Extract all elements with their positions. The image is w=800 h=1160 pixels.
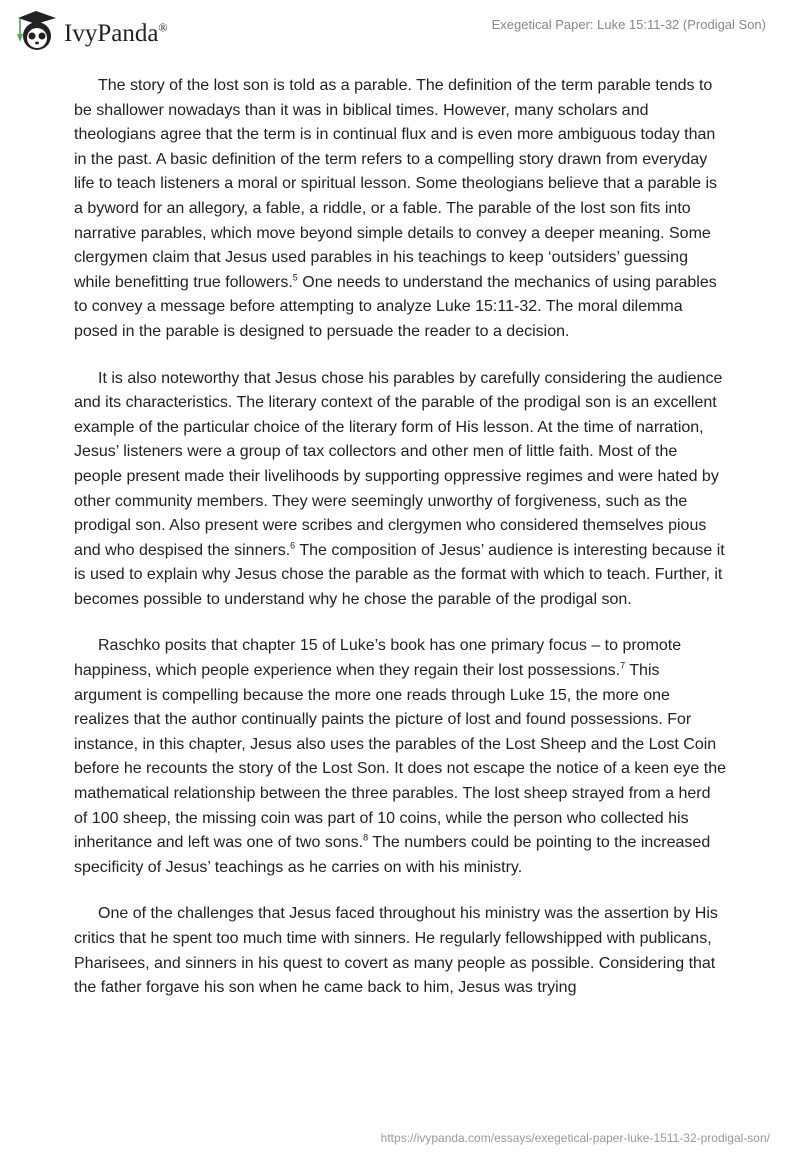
source-url[interactable]: https://ivypanda.com/essays/exegetical-paper-luke-1511-32-prodigal-son/ — [380, 1131, 770, 1145]
paragraph-text: It is also noteworthy that Jesus chose his parables by carefully considering the audience and its characteristics. The literary context of the parable of the prodigal son is an excellent example of the particular choice of the literary form of His lesson. At the time of narration, Jesus’ listeners were a group of tax collectors and other men of little faith. Most of the people present made their livelihoods by supporting oppressive regimes and were hated by other community members. They were seemingly unworthy of forgiveness, such as the prodigal son. Also present were scribes and clergymen who considered themselves pious and who despised the sinners. — [74, 369, 723, 559]
document-title: Exegetical Paper: Luke 15:11-32 (Prodigal Son) — [491, 17, 766, 32]
ivypanda-logo[interactable] — [12, 8, 168, 52]
paragraph-text: This argument is compelling because the more one reads through Luke 15, the more one realizes that the author continually paints the picture of lost and found possessions. For instance, in this chapter, Jesus also uses the parables of the Lost Sheep and the Lost Coin before he recounts the story of the Lost Son. It does not escape the notice of a keen eye the mathematical relationship between the three parables. The lost sheep strayed from a herd of 100 sheep, the missing coin was part of 10 coins, while the person who collected his inheritance and left was one of two sons. — [74, 662, 726, 852]
paragraph-text: One of the challenges that Jesus faced throughout his ministry was the assertion by His critics that he spent too much time with sinners. He regularly fellowshipped with publicans, Pharisees, and sinners in his quest to covert as many people as possible. Considering that the father forgave his son when he came back to him, Jesus was trying — [74, 905, 718, 997]
paragraph-text: Raschko posits that chapter 15 of Luke’s book has one primary focus – to promote happiness, which people experience when they regain their lost possessions. — [74, 637, 682, 680]
footnote-ref: 5 — [292, 272, 298, 283]
registered-mark: ® — [158, 20, 168, 35]
panda-graduate-icon — [12, 8, 60, 52]
paragraph-text: The numbers could be pointing to the increased specificity of Jesus’ teachings as he carries on with his ministry. — [74, 834, 711, 876]
logo-text: IvyPanda — [64, 20, 159, 47]
paragraph — [74, 74, 728, 345]
footnote-ref: 7 — [620, 660, 626, 671]
footnote-ref: 8 — [363, 832, 369, 843]
essay-body — [74, 74, 728, 1023]
paragraph — [74, 634, 728, 880]
paragraph-text: One needs to understand the mechanics of using parables to convey a message before attempting to analyze Luke 15:11-32. The moral dilemma posed in the parable is designed to persuade the reader to a decision. — [74, 273, 717, 340]
footnote-ref: 6 — [290, 540, 296, 551]
paragraph — [74, 367, 728, 613]
paragraph-text: The story of the lost son is told as a parable. The definition of the term parable tends to be shallower nowadays than it was in biblical times. However, many scholars and theologians agree that the term is in continual flux and is even more ambiguous today than in the past. A basic definition of the term refers to a compelling story drawn from everyday life to teach listeners a moral or spiritual lesson. Some theologians believe that a parable is a byword for an allegory, a fable, a riddle, or a fable. The parable of the lost son fits into narrative parables, which move beyond simple details to convey a deeper meaning. Some clergymen claim that Jesus used parables in his teachings to keep ‘outsiders’ guessing while benefitting true followers. — [74, 77, 718, 291]
paragraph-text: The composition of Jesus’ audience is interesting because it is used to explain why Jesus chose the parable as the format with which to teach. Further, it becomes possible to understand why he chose the parable of the prodigal son. — [74, 541, 725, 608]
paragraph — [74, 902, 728, 1000]
